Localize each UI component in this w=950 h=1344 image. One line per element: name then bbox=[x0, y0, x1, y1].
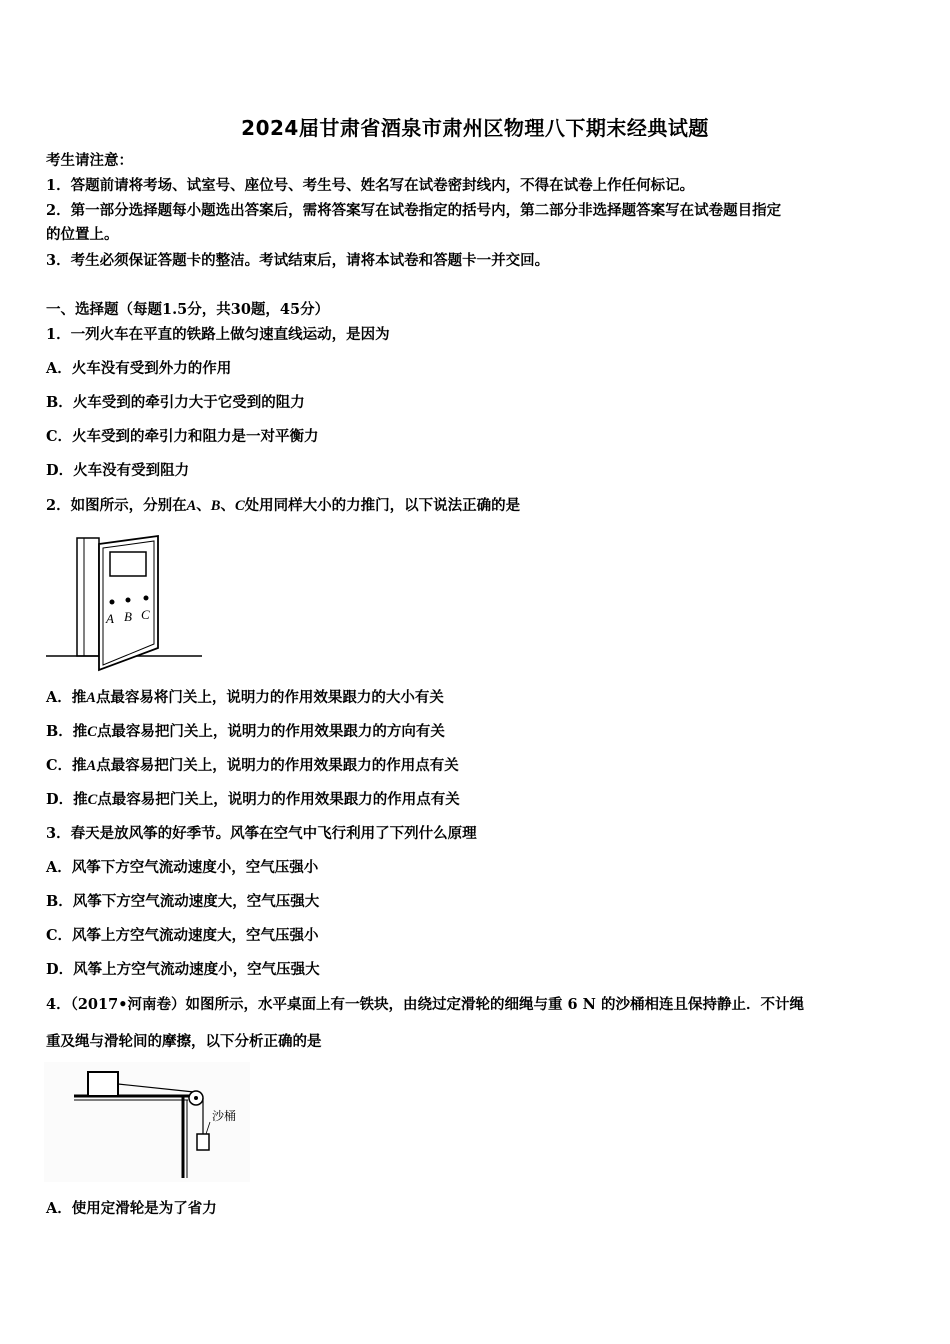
notice-heading: 考生请注意： bbox=[46, 152, 133, 169]
door-figure bbox=[44, 532, 206, 672]
q4-stem-line2: 重及绳与滑轮间的摩擦，以下分析正确的是 bbox=[46, 1033, 322, 1050]
page-title: 2024届甘肃省酒泉市肃州区物理八下期末经典试题 bbox=[241, 116, 709, 140]
q1-option-b: B．火车受到的牵引力大于它受到的阻力 bbox=[46, 394, 305, 411]
notice-item-3: 3．考生必须保证答题卡的整洁。考试结束后，请将本试卷和答题卡一并交回。 bbox=[46, 252, 550, 269]
q1-option-c: C．火车受到的牵引力和阻力是一对平衡力 bbox=[46, 428, 319, 445]
notice-item-2: 2．第一部分选择题每小题选出答案后，需将答案写在试卷指定的括号内，第二部分非选择题答案写在试卷题目指定 bbox=[46, 202, 782, 219]
pulley-figure bbox=[44, 1062, 250, 1182]
q2-option-b: B．推C点最容易把门关上，说明力的作用效果跟力的方向有关 bbox=[46, 723, 445, 740]
q2-option-a: A．推A点最容易将门关上，说明力的作用效果跟力的大小有关 bbox=[46, 689, 444, 706]
q3-option-b: B．风筝下方空气流动速度大，空气压强大 bbox=[46, 893, 320, 910]
door-label-a: A bbox=[106, 611, 114, 626]
notice-item-2-cont: 的位置上。 bbox=[46, 226, 119, 243]
q3-option-c: C．风筝上方空气流动速度大，空气压强小 bbox=[46, 927, 319, 944]
q2-option-d: D．推C点最容易把门关上，说明力的作用效果跟力的作用点有关 bbox=[46, 791, 460, 808]
section-heading: 一、选择题（每题1.5分，共30题，45分） bbox=[46, 301, 330, 318]
q2-stem: 2．如图所示，分别在A、B、C处用同样大小的力推门，以下说法正确的是 bbox=[46, 497, 521, 514]
q3-stem: 3．春天是放风筝的好季节。风筝在空气中飞行利用了下列什么原理 bbox=[46, 825, 477, 842]
q3-option-d: D．风筝上方空气流动速度小，空气压强大 bbox=[46, 961, 320, 978]
q2-option-c: C．推A点最容易把门关上，说明力的作用效果跟力的作用点有关 bbox=[46, 757, 459, 774]
q4-option-a: A．使用定滑轮是为了省力 bbox=[46, 1200, 217, 1217]
notice-item-1: 1．答题前请将考场、试室号、座位号、考生号、姓名写在试卷密封线内，不得在试卷上作任何标记。 bbox=[46, 177, 695, 194]
door-label-c: C bbox=[141, 607, 150, 622]
q1-stem: 1．一列火车在平直的铁路上做匀速直线运动，是因为 bbox=[46, 326, 390, 343]
door-label-b: B bbox=[124, 609, 132, 624]
q4-stem-line1: 4．（2017•河南卷）如图所示，水平桌面上有一铁块，由绕过定滑轮的细绳与重 6 N 的沙桶相连且保持静止．不计绳 bbox=[46, 996, 804, 1013]
q1-option-a: A．火车没有受到外力的作用 bbox=[46, 360, 232, 377]
pulley-label-sandbucket: 沙桶 bbox=[212, 1109, 237, 1123]
q1-option-d: D．火车没有受到阻力 bbox=[46, 462, 190, 479]
q3-option-a: A．风筝下方空气流动速度小，空气压强小 bbox=[46, 859, 319, 876]
